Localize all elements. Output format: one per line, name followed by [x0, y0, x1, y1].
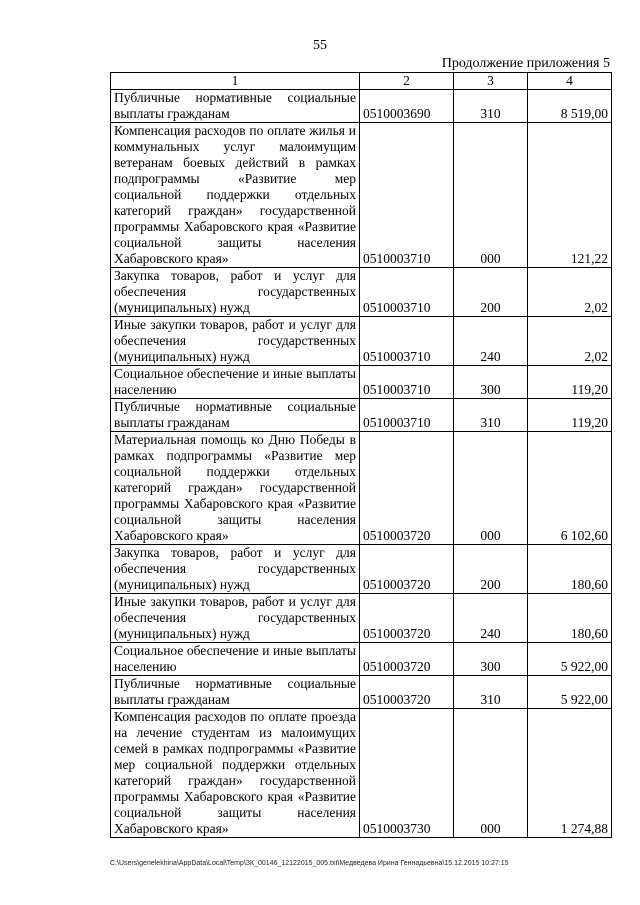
table-row	[111, 545, 612, 594]
row-name: Иные закупки товаров, работ и услуг для обеспечения государственных (муниципальных) нужд	[111, 317, 360, 366]
row-name: Иные закупки товаров, работ и услуг для обеспечения государственных (муниципальных) нужд	[111, 594, 360, 643]
row-code: 0510003720	[360, 643, 454, 676]
row-expense-type: 310	[454, 90, 528, 123]
row-expense-type: 300	[454, 643, 528, 676]
row-sum: 121,22	[528, 123, 612, 268]
row-name: Публичные нормативные социальные выплаты гражданам	[111, 676, 360, 709]
row-sum: 5 922,00	[528, 676, 612, 709]
row-code: 0510003710	[360, 123, 454, 268]
column-header-1: 1	[111, 73, 360, 90]
row-name: Публичные нормативные социальные выплаты гражданам	[111, 90, 360, 123]
table-row	[111, 432, 612, 545]
row-name: Закупка товаров, работ и услуг для обеспечения государственных (муниципальных) нужд	[111, 268, 360, 317]
column-header-2: 2	[360, 73, 454, 90]
row-sum: 5 922,00	[528, 643, 612, 676]
row-code: 0510003720	[360, 545, 454, 594]
row-code: 0510003710	[360, 366, 454, 399]
row-sum: 119,20	[528, 366, 612, 399]
row-code: 0510003710	[360, 268, 454, 317]
row-sum: 8 519,00	[528, 90, 612, 123]
row-sum: 180,60	[528, 545, 612, 594]
row-sum: 2,02	[528, 317, 612, 366]
row-expense-type: 300	[454, 366, 528, 399]
row-name: Компенсация расходов по оплате проезда на лечение студентам из малоимущих семей в рамках подпрограммы «Развитие мер социальной поддержки отдельных категорий граждан» государственной программы Хабаровского края «Развитие социальной защиты населения Хабаровского края»	[111, 709, 360, 838]
column-header-4: 4	[528, 73, 612, 90]
table-row	[111, 399, 612, 432]
file-path-footer: C:\Users\genelekhina\AppData\Local\Temp\ЗК_00146_12122015_005.txt\Медведева Ирина Геннадьевна\15.12.2015 10:27:15	[110, 860, 509, 867]
row-expense-type: 240	[454, 317, 528, 366]
table-row	[111, 594, 612, 643]
row-expense-type: 310	[454, 676, 528, 709]
column-header-3: 3	[454, 73, 528, 90]
row-expense-type: 310	[454, 399, 528, 432]
row-sum: 180,60	[528, 594, 612, 643]
table-row	[111, 268, 612, 317]
row-sum: 2,02	[528, 268, 612, 317]
row-name: Материальная помощь ко Дню Победы в рамках подпрограммы «Развитие мер социальной поддержки отдельных категорий граждан» государственной программы Хабаровского края «Развитие социальной защиты населения Хабаровского края»	[111, 432, 360, 545]
row-name: Социальное обеспечение и иные выплаты населению	[111, 643, 360, 676]
row-sum: 1 274,88	[528, 709, 612, 838]
row-expense-type: 200	[454, 545, 528, 594]
row-name: Компенсация расходов по оплате жилья и коммунальных услуг малоимущим ветеранам боевых действий в рамках подпрограммы «Развитие мер социальной поддержки отдельных категорий граждан» государственной программы Хабаровского края «Развитие социальной защиты населения Хабаровского края»	[111, 123, 360, 268]
row-code: 0510003730	[360, 709, 454, 838]
row-code: 0510003720	[360, 676, 454, 709]
table-row	[111, 123, 612, 268]
row-sum: 6 102,60	[528, 432, 612, 545]
row-expense-type: 240	[454, 594, 528, 643]
row-expense-type: 000	[454, 123, 528, 268]
row-expense-type: 200	[454, 268, 528, 317]
row-code: 0510003710	[360, 399, 454, 432]
row-code: 0510003720	[360, 594, 454, 643]
row-name: Закупка товаров, работ и услуг для обеспечения государственных (муниципальных) нужд	[111, 545, 360, 594]
table-row	[111, 366, 612, 399]
table-row	[111, 709, 612, 838]
header-row	[111, 73, 612, 90]
row-name: Публичные нормативные социальные выплаты гражданам	[111, 399, 360, 432]
page-number: 55	[313, 38, 327, 53]
table-row	[111, 90, 612, 123]
row-code: 0510003690	[360, 90, 454, 123]
continuation-label: Продолжение приложения 5	[441, 56, 610, 71]
row-code: 0510003710	[360, 317, 454, 366]
budget-table	[110, 72, 612, 838]
row-code: 0510003720	[360, 432, 454, 545]
row-name: Социальное обеспечение и иные выплаты населению	[111, 366, 360, 399]
row-sum: 119,20	[528, 399, 612, 432]
row-expense-type: 000	[454, 432, 528, 545]
table-row	[111, 643, 612, 676]
table-row	[111, 676, 612, 709]
table-row	[111, 317, 612, 366]
row-expense-type: 000	[454, 709, 528, 838]
table-body	[111, 90, 612, 838]
